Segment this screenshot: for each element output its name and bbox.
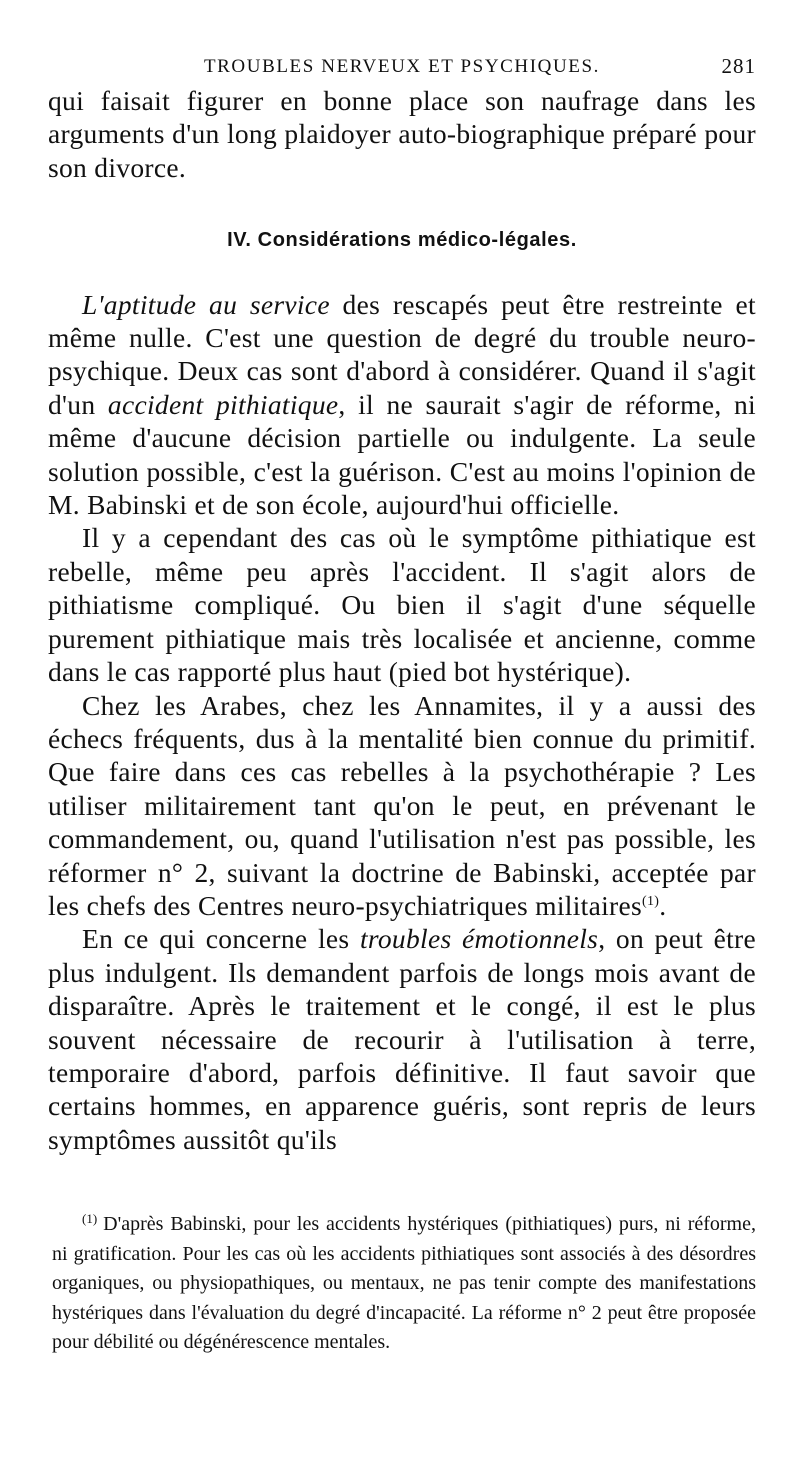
section-heading: IV. Considérations médico-légales. [227,229,577,252]
italic-term-aptitude: L'aptitude au service [82,288,330,320]
running-head [48,50,756,84]
book-page [48,50,756,1358]
paragraph-text: En ce qui concerne les [82,923,360,955]
footnote-mark: (1) [82,1210,98,1226]
page-number: 281 [721,54,756,78]
footnote-text: D'après Babinski, pour les accidents hystériques (pithiatiques) purs, ni réforme, ni gratification. Pour les cas où les accidents pithiatiques sont associés à des désordres organiques, ou physiopathiques, ou mentaux, ne pas tenir compte des manifestations hystériques dans l'évaluation du degré d'incapacité. La réforme n° 2 peut être proposée pour débilité ou dégénérescence mentales. [52,1213,756,1354]
footnotes [48,1210,756,1358]
paragraph-text: , on peut être plus indulgent. Ils demandent parfois de longs mois avant de disparaître. Après le traitement et le congé, il est le plus souvent nécessaire de recourir à l'utilisation à terre, temporaire d'abord, parfois définitive. Il faut savoir que certains hommes, en apparence guéris, sont repris de leurs symptômes aussitôt qu'ils [48,923,757,1155]
paragraph-aptitude [48,288,756,522]
paragraph-pithiatisme: Il y a cependant des cas où le symptôme pithiatique est rebelle, même peu après l'accident. Il s'agit alors de pithiatisme compliqué. Ou bien il s'agit d'une séquelle purement pithiatique mais très localisée et ancienne, comme dans le cas rapporté plus haut (pied bot hystérique). [48,522,756,688]
paragraph-text: Chez les Arabes, chez les Annamites, il y a aussi des échecs fréquents, dus à la mentalité bien connue du primitif. Que faire dans ces cas rebelles à la psychothérapie ? Les utiliser militairement tant qu'on le peut, en prévenant le commandement, ou, quand l'utilisation n'est pas possible, les réformer n° 2, suivant la doctrine de Babinski, acceptée par les chefs des Centres neuro-psychiatriques militaires [48,689,756,921]
italic-term-accident: accident pithiatique [107,388,339,420]
footnote [52,1210,756,1358]
paragraph-troubles [48,922,756,1156]
body-text [48,84,756,1156]
italic-term-troubles: troubles émotionnels [359,923,599,955]
paragraph-continued: qui faisait figurer en bonne place son naufrage dans les arguments d'un long plaidoyer auto-biographique préparé pour son divorce. [48,85,756,183]
paragraph-arabes [48,689,756,923]
paragraph-text: des rescapés peut être restreinte et même nulle. C'est une question de degré du trouble neuro-psychique. Deux cas sont d'abord à considérer. Quand il s'agit d'un [48,288,756,420]
footnote-reference: (1) [642,893,660,909]
paragraph-text: , il ne saurait s'agir de réforme, ni même d'aucune décision partielle ou indulgente. La seule solution possible, c'est la guérison. C'est au moins l'opinion de M. Babinski et de son école, aujourd'hui officielle. [48,388,756,521]
paragraph-text: . [659,889,667,921]
running-title: TROUBLES NERVEUX ET PSYCHIQUES. [203,56,601,77]
